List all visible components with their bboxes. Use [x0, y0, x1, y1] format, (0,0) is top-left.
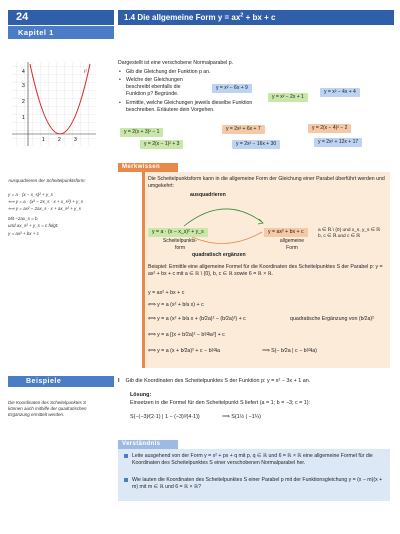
section-title: [118, 10, 394, 25]
domain-condition: a ∈ ℝ \ {0} und x_s, y_s ∈ ℝ b, c ∈ ℝ und c ∈ ℝ: [318, 228, 381, 240]
equation-card: y = 2x² + 12x + 17: [314, 138, 362, 147]
derivation-step: ⟺ y = a (x + b⁄2a)² + c − b²⁄4a: [148, 348, 221, 354]
equation-card: y = x² − 6x + 9: [212, 84, 252, 93]
equation-card: y = x² − 4x + 4: [320, 88, 360, 97]
verstaendnis-item-text: Leite ausgehend von der Form y = x² + px + q mit p, q ∈ ℝ und 6 = ℝ × ℝ eine allgemeine Formel für die Koordinaten des Scheitelpunktes S einer verschobenen Normalparabel her.: [132, 453, 373, 467]
solution-text: Einsetzen in die Formel für den Scheitelpunkt S liefert (a = 1; b = −3; c = 1):: [130, 400, 311, 406]
derivation-step: ⟺ y = a [(x + b⁄2a)² − b²⁄4a²] + c: [148, 332, 225, 338]
scheitel-form-box: y = a · (x − x_s)² + y_s: [148, 228, 208, 237]
sidebar-note-line: y = ax² + bx + c: [8, 231, 39, 236]
section-title-end: + bx + c: [243, 13, 276, 22]
task-text: Gib die Koordinaten des Scheitelpunktes S der Funktion p: y = x² − 3x + 1 an.: [125, 378, 311, 384]
chapter-tab: Kapitel 1: [8, 26, 114, 39]
task-number: I: [118, 378, 120, 384]
ausquadrieren-label: ausquadrieren: [190, 192, 226, 198]
equation-card: y = 2(x − 4)² − 2: [308, 124, 351, 133]
intro-bullet: • Gib die Gleichung der Funktion p an.: [118, 69, 268, 76]
equation-card: y = 2x² + 6x + 7: [222, 125, 265, 134]
solution-label: Lösung:: [130, 392, 152, 398]
equation-card: y = 2(x − 1)² + 3: [140, 140, 183, 149]
x-tick-3: 3: [74, 137, 77, 143]
verstaendnis-tab: Verständnis: [118, 440, 178, 449]
y-tick-1: 1: [22, 115, 25, 121]
vertex-result: ⟹ S(− b⁄2a | c − b²⁄4a): [262, 348, 317, 354]
arrow-ausquadrieren: [184, 209, 262, 226]
y-tick-4: 4: [22, 69, 25, 75]
bullet-square-icon: [124, 454, 128, 458]
general-form-box: y = ax² + bx + c: [264, 228, 308, 237]
equation-card: y = 2x² − 16x + 30: [232, 140, 280, 149]
sidebar-note-line: ⟺ y = ax² − 2ax_s · x + ax_s² + y_s: [8, 206, 81, 211]
solution-formula: S(−(−3)⁄(2·1) | 1 − (−3)²⁄(4·1)): [130, 414, 200, 420]
x-tick-1: 1: [42, 137, 45, 143]
beispiele-tab: Beispiele: [8, 376, 114, 387]
intro-bullet: • Ermittle, welche Gleichungen jeweils dieselbe Funktion beschreiben. Erläutere dein Vorgehen.: [118, 100, 268, 114]
general-form-caption: allgemeine Form: [279, 238, 305, 251]
intro-bullet: • Welche der Gleichungen beschreibt ebenfalls die Funktion p? Begründe.: [118, 77, 190, 98]
sidebar-note-line: Mit −2ax_s = b: [8, 216, 38, 221]
section-title-sup: 2: [240, 12, 244, 19]
sidebar-note-line: und ax_s² + y_s = c folgt:: [8, 223, 59, 228]
derivation-step: y = ax² + bx + c: [148, 290, 185, 296]
curve-label: p: [84, 68, 87, 74]
x-tick-2: 2: [58, 137, 61, 143]
quadratisch-ergaenzen-label: quadratisch ergänzen: [192, 252, 246, 258]
equation-card: y = x² − 2x + 1: [268, 93, 308, 102]
merkwissen-tab: Merkwissen: [118, 163, 178, 172]
verstaendnis-item: [124, 477, 386, 491]
derivation-note: quadratische Ergänzung von (b⁄2a)²: [290, 316, 374, 322]
beispiele-side-note: Die Koordinaten des Scheitelpunktes S können auch mithilfe der quadratischen Ergänzung ermittelt werden.: [8, 400, 87, 418]
intro-lead: Dargestellt ist eine verschobene Normalparabel p.: [118, 60, 234, 66]
derivation-step: ⟺ y = a (x² + b⁄a x + (b⁄2a)² − (b⁄2a)²) + c: [148, 316, 246, 322]
bullet-square-icon: [124, 478, 128, 482]
merkwissen-example: Beispiel: Ermittle eine allgemeine Formel für die Koordinaten des Scheitelpunktes S der Parabel p: y = ax² + bx + c mit a ∈ ℝ \ {0}, b, c ∈ ℝ sowie 6 = ℝ × ℝ.: [148, 264, 383, 278]
y-tick-2: 2: [22, 99, 25, 105]
sidebar-note-heading: Ausquadrieren der Scheitelpunktsform:: [8, 178, 86, 183]
section-title-main: 1.4 Die allgemeine Form y = ax: [124, 13, 241, 22]
merkwissen-intro: Die Scheitelpunktsform kann in die allgemeine Form der Gleichung einer Parabel überführt werden und umgekehrt:: [148, 176, 385, 190]
y-tick-3: 3: [22, 83, 25, 89]
sidebar-note-line: ⟺ y = a · (x² − 2x_s · x + x_s²) + y_s: [8, 199, 83, 204]
derivation-step: ⟺ y = a (x² + b⁄a x) + c: [148, 302, 204, 308]
page-number: 24: [8, 10, 114, 25]
parabola-graph: [8, 58, 100, 150]
solution-result: ⟹ S(1½ | −1¼): [222, 414, 261, 420]
verstaendnis-item-text: Wie lauten die Koordinaten des Scheitelpunktes S einer Parabel p mit der Funktionsgleichung y = (x − m)(x + m) mit m ∈ ℝ und 6 = ℝ × ℝ?: [132, 477, 383, 491]
scheitel-form-caption: Scheitelpunkts- form: [162, 238, 198, 251]
beispiel-task: [118, 378, 390, 385]
sidebar-note-line: y = a · (x − x_s)² + y_s: [8, 192, 53, 197]
equation-card: y = 2(x + 3)² − 1: [120, 128, 163, 137]
verstaendnis-item: [124, 453, 386, 467]
intro-task: [118, 60, 388, 114]
